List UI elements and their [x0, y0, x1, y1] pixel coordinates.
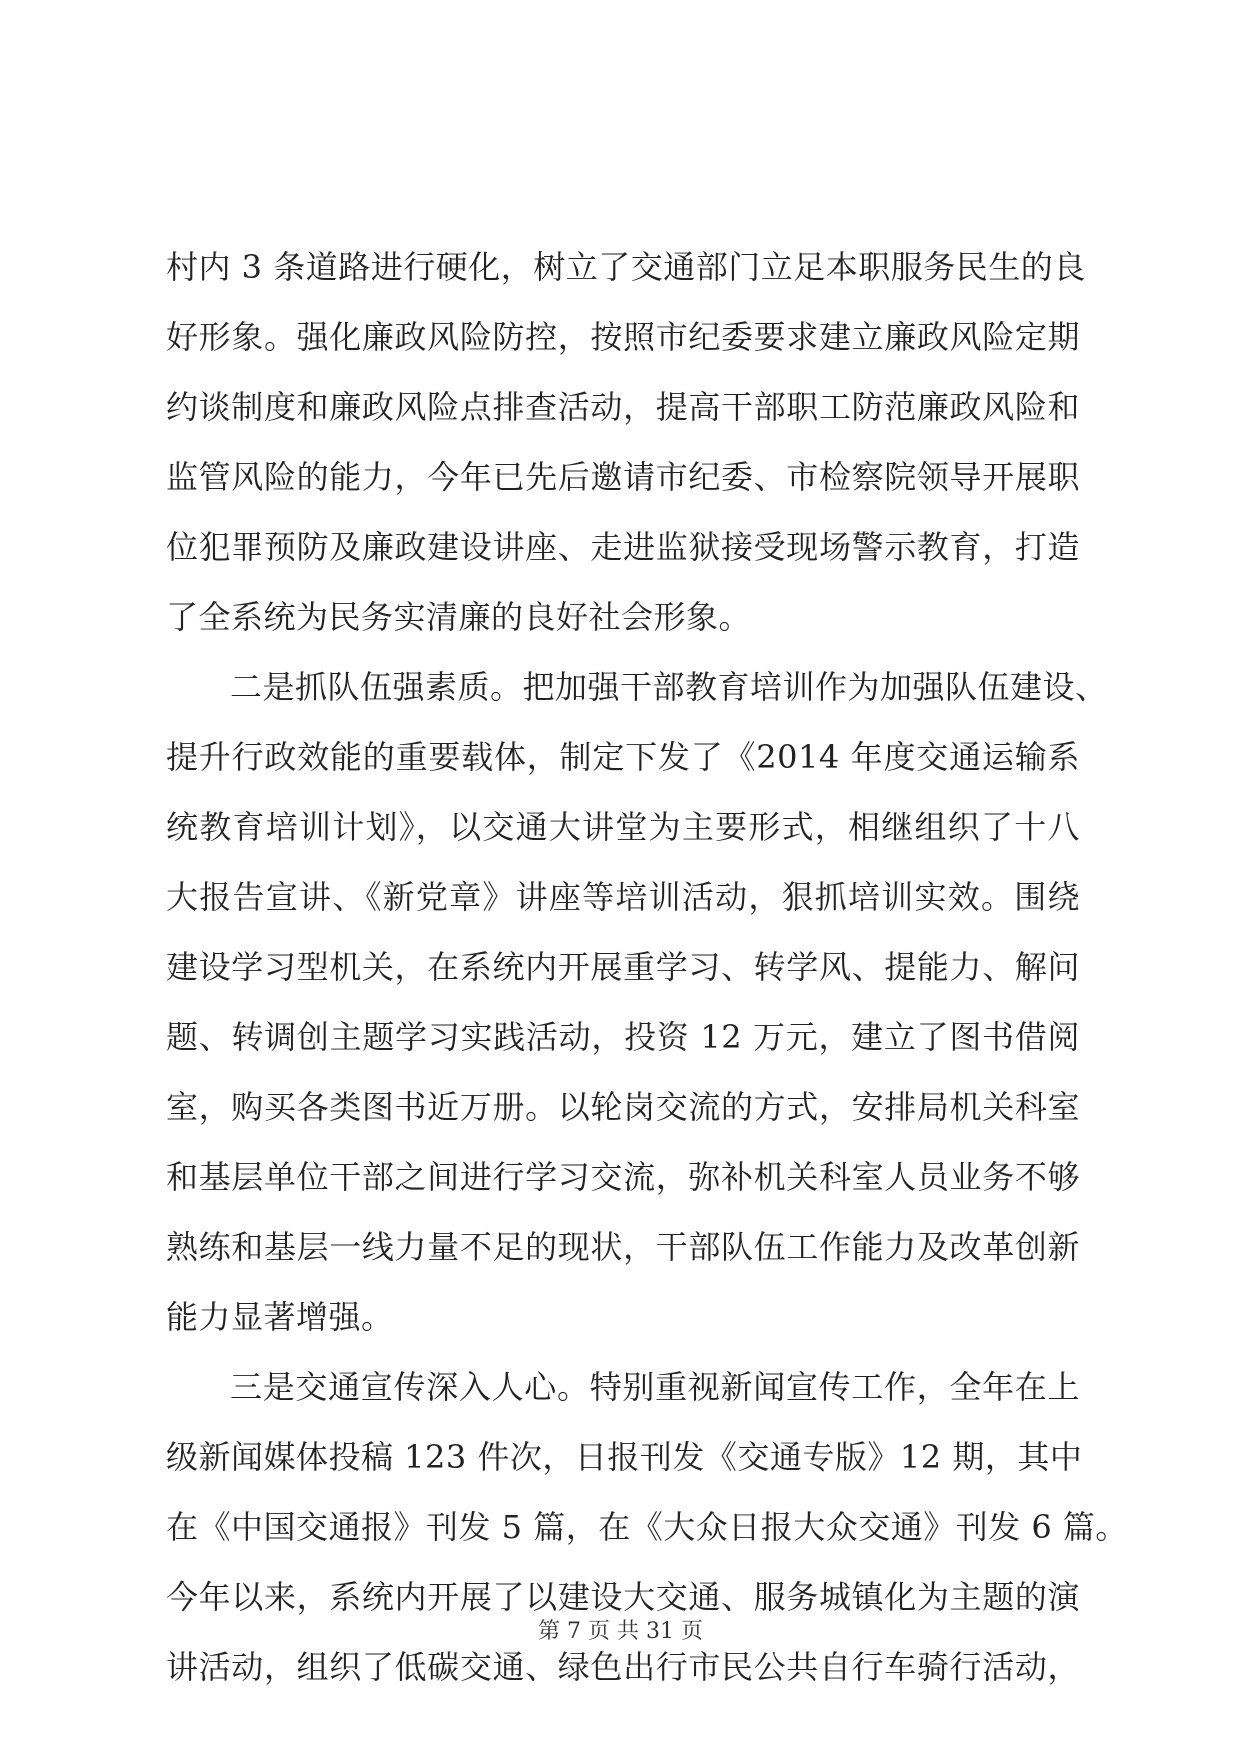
text-line: 了全系统为民务实清廉的良好社会形象。 — [166, 598, 752, 636]
text-line: 在《中国交通报》刊发 5 篇，在《大众日报大众交通》刊发 6 篇。 — [166, 1508, 1128, 1546]
text-line: 题、转调创主题学习实践活动，投资 12 万元，建立了图书借阅 — [166, 1018, 1080, 1056]
text-line: 熟练和基层一线力量不足的现状，干部队伍工作能力及改革创新 — [166, 1228, 1080, 1266]
text-line: 监管风险的能力，今年已先后邀请市纪委、市检察院领导开展职 — [166, 458, 1080, 496]
text-line: 级新闻媒体投稿 123 件次，日报刊发《交通专版》12 期，其中 — [166, 1438, 1083, 1476]
text-line: 今年以来，系统内开展了以建设大交通、服务城镇化为主题的演 — [166, 1578, 1080, 1616]
text-line: 提升行政效能的重要载体，制定下发了《2014 年度交通运输系 — [166, 738, 1080, 776]
page-number-footer: 第 7 页 共 31 页 — [538, 1619, 703, 1644]
text-line: 好形象。强化廉政风险防控，按照市纪委要求建立廉政风险定期 — [166, 318, 1080, 356]
text-line: 建设学习型机关，在系统内开展重学习、转学风、提能力、解问 — [166, 948, 1080, 986]
text-line: 统教育培训计划》，以交通大讲堂为主要形式，相继组织了十八 — [166, 808, 1080, 846]
text-line: 能力显著增强。 — [166, 1298, 394, 1336]
text-line: 和基层单位干部之间进行学习交流，弥补机关科室人员业务不够 — [166, 1158, 1080, 1196]
text-line: 约谈制度和廉政风险点排查活动，提高干部职工防范廉政风险和 — [166, 388, 1080, 426]
text-line: 室，购买各类图书近万册。以轮岗交流的方式，安排局机关科室 — [166, 1088, 1080, 1126]
text-line: 大报告宣讲、《新党章》讲座等培训活动，狠抓培训实效。围绕 — [166, 878, 1080, 916]
text-line: 讲活动，组织了低碳交通、绿色出行市民公共自行车骑行活动， — [166, 1648, 1080, 1686]
paragraph-first-line: 二是抓队伍强素质。把加强干部教育培训作为加强队伍建设、 — [230, 668, 1108, 706]
body-text — [166, 232, 1128, 1702]
paragraph-first-line: 三是交通宣传深入人心。特别重视新闻宣传工作，全年在上 — [230, 1368, 1080, 1406]
text-line: 位犯罪预防及廉政建设讲座、走进监狱接受现场警示教育，打造 — [166, 528, 1080, 566]
text-line: 村内 3 条道路进行硬化，树立了交通部门立足本职服务民生的良 — [166, 248, 1086, 286]
